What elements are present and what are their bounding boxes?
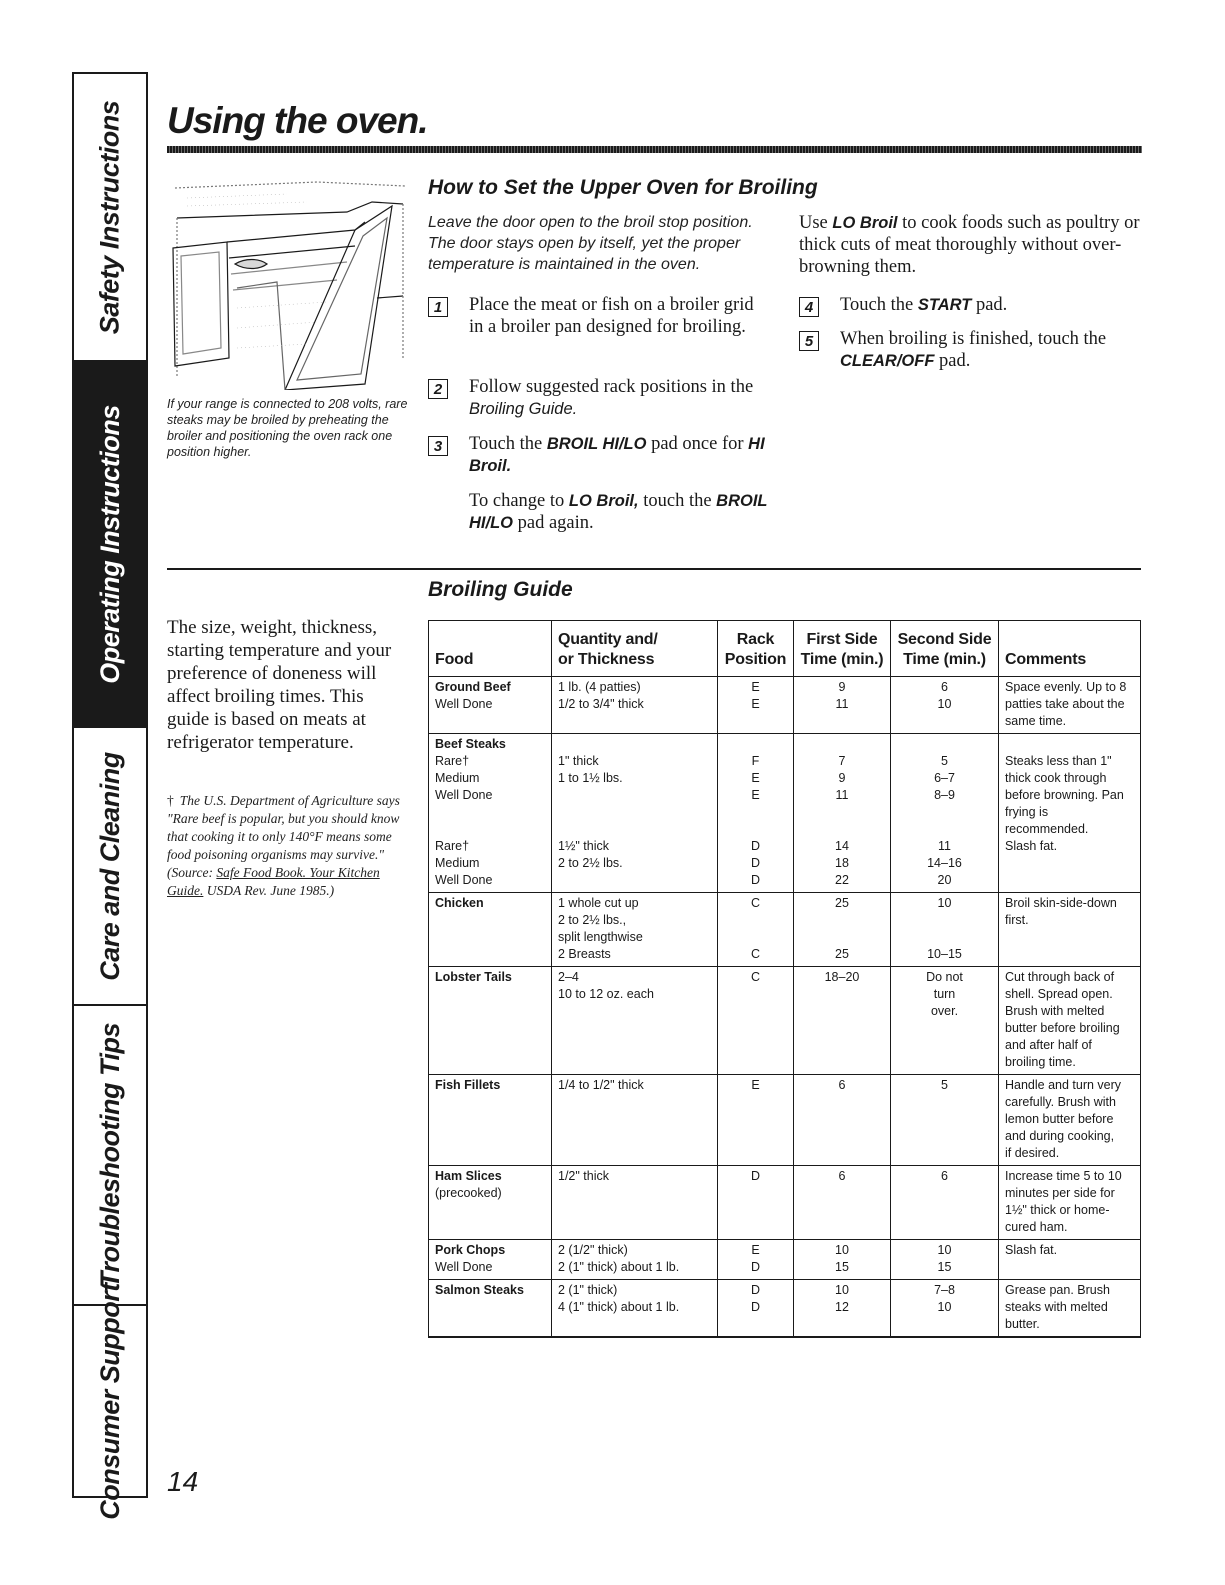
- cell-line: E: [751, 680, 760, 694]
- cell-line: Cut through back of: [1005, 970, 1115, 984]
- table-row: [429, 967, 1141, 1075]
- cell-line: shell. Spread open.: [1005, 987, 1113, 1001]
- cell-line: 2 (1" thick) about 1 lb.: [558, 1260, 680, 1274]
- cell-quantity: [552, 677, 718, 734]
- cell-line: [558, 787, 711, 804]
- cell-line: minutes per side for: [1005, 1186, 1115, 1200]
- cell-line: first.: [1005, 913, 1029, 927]
- food-name: Pork Chops: [435, 1243, 506, 1257]
- table-row: [429, 1240, 1141, 1280]
- cell-line: [724, 804, 787, 821]
- step-text: [840, 328, 1139, 372]
- cell-line: 25: [835, 947, 849, 961]
- cell-line: E: [751, 1243, 760, 1257]
- cell-rack-position: [718, 677, 794, 734]
- cell-comments: [999, 1240, 1141, 1280]
- door-position-note: Leave the door open to the broil stop position. The door stays open by itself, yet the proper temperature is maintained in the oven.: [428, 214, 753, 273]
- text: Touch the: [469, 434, 543, 454]
- cell-line: butter before broiling: [1005, 1021, 1120, 1035]
- cell-line: E: [751, 788, 760, 802]
- cell-line: 1/2 to 3/4" thick: [558, 697, 644, 711]
- lo-broil-label: LO Broil,: [568, 492, 639, 510]
- page-number: 14: [167, 1466, 199, 1497]
- broiling-guide-ref: Broiling Guide.: [469, 400, 578, 418]
- cell-line: D: [750, 856, 761, 870]
- cell-line: over.: [930, 1004, 959, 1018]
- step-text: [840, 294, 1007, 317]
- cell-line: 18: [835, 856, 849, 870]
- cell-line: 11: [938, 839, 951, 853]
- cell-line: 1½" thick: [558, 839, 609, 853]
- cell-line: [800, 804, 884, 821]
- cell-first-side-time: [794, 1075, 891, 1166]
- cell-line: 15: [937, 1260, 952, 1274]
- cell-second-side-time: [891, 1280, 999, 1338]
- cell-line: D: [750, 839, 761, 853]
- header-label: First Side: [806, 631, 878, 648]
- cell-line: Slash fat.: [1005, 1243, 1058, 1257]
- header-second-side: [891, 621, 999, 677]
- cell-line: Well Done: [435, 873, 493, 887]
- cell-line: 6: [941, 680, 948, 694]
- cell-line: steaks with melted: [1005, 1300, 1108, 1314]
- text: Use: [799, 213, 828, 233]
- cell-first-side-time: [794, 967, 891, 1075]
- cell-line: Rare†: [435, 839, 470, 853]
- cell-food: [429, 1166, 552, 1240]
- cell-line: if desired.: [1005, 1146, 1060, 1160]
- cell-line: 1" thick: [558, 754, 599, 768]
- step-text-prefix: Follow suggested rack positions in the: [469, 377, 754, 397]
- header-label: Rack: [736, 631, 775, 648]
- text: Touch the: [840, 295, 914, 315]
- cell-first-side-time: [794, 893, 891, 967]
- header-comments: [999, 621, 1141, 677]
- tab-care-and-cleaning[interactable]: [74, 728, 146, 1004]
- tab-consumer-support[interactable]: [74, 1282, 146, 1520]
- text: pad once for: [651, 434, 744, 454]
- step-5: [799, 328, 1139, 372]
- cell-line: Medium: [435, 856, 480, 870]
- food-name: Ham Slices: [435, 1169, 502, 1183]
- cell-line: D: [750, 1260, 761, 1274]
- tab-safety-instructions[interactable]: [74, 74, 146, 360]
- cell-line: Slash fat.: [1005, 839, 1058, 853]
- cell-line: broiling time.: [1005, 1055, 1076, 1069]
- cell-line: 1 to 1½ lbs.: [558, 771, 623, 785]
- cell-rack-position: [718, 1166, 794, 1240]
- step-text: Place the meat or fish on a broiler grid in a broiler pan designed for broiling.: [469, 295, 754, 337]
- header-label: Position: [724, 651, 787, 668]
- cell-line: 8–9: [934, 788, 955, 802]
- cell-line: cured ham.: [1005, 1220, 1068, 1234]
- clear-off-pad-label: CLEAR/OFF: [840, 352, 935, 370]
- cell-line: 6–7: [934, 771, 955, 785]
- section-divider: [167, 568, 1141, 570]
- oven-door-illustration: [167, 178, 407, 390]
- step-3: [428, 433, 773, 477]
- cell-second-side-time: [891, 1240, 999, 1280]
- cell-line: [558, 736, 711, 753]
- cell-rack-position: [718, 734, 794, 893]
- cell-line: 6: [838, 1078, 846, 1092]
- tab-label: Safety Instructions: [94, 100, 125, 334]
- cell-line: [897, 736, 992, 753]
- footnote-tail: USDA Rev. June 1985.): [206, 883, 335, 898]
- cell-line: C: [750, 896, 761, 910]
- cell-line: Steaks less than 1": [1005, 754, 1112, 768]
- cell-line: frying is recommended.: [1005, 805, 1089, 836]
- footnote-source: Safe Food Book. Your Kitchen Guide.: [167, 865, 380, 898]
- cell-line: patties take about the: [1005, 697, 1125, 711]
- cell-line: and during cooking,: [1005, 1129, 1115, 1143]
- cell-line: D: [750, 1300, 761, 1314]
- cell-line: 10–15: [927, 947, 962, 961]
- tab-operating-instructions[interactable]: [74, 360, 146, 728]
- cell-line: Grease pan. Brush: [1005, 1283, 1110, 1297]
- cell-quantity: [552, 1280, 718, 1338]
- table-header-row: [429, 621, 1141, 677]
- cell-line: 7: [838, 754, 846, 768]
- cell-line: 10: [835, 1243, 849, 1257]
- cell-line: 10: [937, 1243, 952, 1257]
- text: pad again.: [517, 513, 594, 533]
- header-label: or Thickness: [558, 651, 655, 668]
- cell-first-side-time: [794, 1166, 891, 1240]
- cell-line: 9: [838, 771, 846, 785]
- step-number: 2: [428, 379, 448, 399]
- cell-line: (precooked): [435, 1186, 502, 1200]
- cell-line: Space evenly. Up to 8: [1005, 680, 1127, 694]
- cell-line: turn: [933, 987, 956, 1001]
- tab-troubleshooting-tips[interactable]: [74, 1006, 146, 1304]
- cell-line: same time.: [1005, 714, 1067, 728]
- cell-line: split lengthwise: [558, 930, 643, 944]
- cell-line: [435, 821, 545, 838]
- cell-line: F: [751, 754, 760, 768]
- cell-line: [558, 821, 711, 838]
- text: pad.: [939, 351, 971, 371]
- cell-line: 1/2" thick: [558, 1169, 609, 1183]
- lo-broil-description: [799, 212, 1144, 278]
- tab-label: Troubleshooting Tips: [94, 1022, 125, 1288]
- cell-comments: [999, 1166, 1141, 1240]
- header-label: Food: [435, 651, 474, 668]
- cell-line: 5: [941, 1078, 948, 1092]
- cell-line: 25: [835, 896, 849, 910]
- cell-line: [800, 736, 884, 753]
- step-number: 3: [428, 436, 448, 456]
- cell-line: 5: [941, 754, 948, 768]
- usda-footnote: [167, 792, 412, 900]
- section-heading-broiling: How to Set the Upper Oven for Broiling: [428, 176, 818, 199]
- cell-line: 10 to 12 oz. each: [558, 987, 654, 1001]
- cell-line: [800, 912, 884, 929]
- cell-second-side-time: [891, 967, 999, 1075]
- cell-line: 2 (1/2" thick): [558, 1243, 628, 1257]
- cell-line: Broil skin-side-down: [1005, 896, 1117, 910]
- step-number: 1: [428, 297, 448, 317]
- cell-line: Rare†: [435, 754, 470, 768]
- text: When broiling is finished, touch the: [840, 329, 1107, 349]
- cell-line: carefully. Brush with: [1005, 1095, 1116, 1109]
- cell-line: 7–8: [934, 1283, 955, 1297]
- cell-food: [429, 893, 552, 967]
- cell-quantity: [552, 967, 718, 1075]
- cell-quantity: [552, 734, 718, 893]
- cell-line: 9: [838, 680, 846, 694]
- cell-line: 18–20: [824, 970, 860, 984]
- step-text: [469, 433, 773, 477]
- text: touch the: [643, 491, 712, 511]
- header-label: Time (min.): [903, 651, 986, 668]
- cell-line: Well Done: [435, 1260, 493, 1274]
- cell-line: 11: [835, 788, 849, 802]
- cell-line: Handle and turn very: [1005, 1078, 1122, 1092]
- cell-line: [724, 929, 787, 946]
- cell-line: D: [750, 1169, 761, 1183]
- cell-quantity: [552, 1075, 718, 1166]
- cell-line: 2–4: [558, 970, 579, 984]
- table-row: [429, 893, 1141, 967]
- header-label: Time (min.): [800, 651, 884, 668]
- cell-first-side-time: [794, 677, 891, 734]
- cell-line: 12: [835, 1300, 849, 1314]
- cell-quantity: [552, 893, 718, 967]
- text: to cook foods such as poultry or thick cuts of meat thoroughly without over-browning them.: [799, 213, 1140, 277]
- cell-line: [800, 929, 884, 946]
- cell-second-side-time: [891, 734, 999, 893]
- food-name: Beef Steaks: [435, 737, 506, 751]
- table-body: [429, 677, 1141, 1338]
- tab-label: Consumer Support: [94, 1282, 125, 1520]
- cell-line: E: [751, 697, 760, 711]
- cell-line: E: [751, 1078, 760, 1092]
- cell-food: [429, 1280, 552, 1338]
- cell-line: 4 (1" thick) about 1 lb.: [558, 1300, 680, 1314]
- cell-second-side-time: [891, 893, 999, 967]
- cell-food: [429, 1075, 552, 1166]
- cell-second-side-time: [891, 1166, 999, 1240]
- cell-line: 2 (1" thick): [558, 1283, 618, 1297]
- cell-line: lemon butter before: [1005, 1112, 1114, 1126]
- cell-line: Increase time 5 to 10: [1005, 1169, 1122, 1183]
- cell-line: [1005, 736, 1134, 753]
- tab-label: Operating Instructions: [94, 404, 125, 684]
- cell-line: 14: [835, 839, 849, 853]
- header-label: Second Side: [897, 631, 992, 648]
- cell-line: 11: [835, 697, 849, 711]
- cell-line: Medium: [435, 771, 480, 785]
- cell-line: 2 to 2½ lbs.: [558, 856, 623, 870]
- cell-line: Well Done: [435, 788, 493, 802]
- illustration-caption: If your range is connected to 208 volts, rare steaks may be broiled by preheating the broiler and positioning the oven rack one position higher.: [167, 397, 408, 459]
- cell-comments: [999, 734, 1141, 893]
- cell-line: 22: [835, 873, 849, 887]
- cell-line: 15: [835, 1260, 849, 1274]
- cell-comments: [999, 967, 1141, 1075]
- cell-second-side-time: [891, 1075, 999, 1166]
- food-name: Ground Beef: [435, 680, 511, 694]
- cell-line: [897, 912, 992, 929]
- cell-line: before browning. Pan: [1005, 788, 1124, 802]
- section-heading-broiling-guide: Broiling Guide: [428, 578, 573, 601]
- text: To change to: [469, 491, 565, 511]
- table-row: [429, 1166, 1141, 1240]
- table-row: [429, 1280, 1141, 1338]
- food-name: Chicken: [435, 896, 484, 910]
- food-name: Lobster Tails: [435, 970, 512, 984]
- header-first-side: [794, 621, 891, 677]
- cell-line: [558, 804, 711, 821]
- cell-rack-position: [718, 893, 794, 967]
- cell-first-side-time: [794, 1240, 891, 1280]
- cell-line: 1/4 to 1/2" thick: [558, 1078, 644, 1092]
- cell-line: D: [750, 1283, 761, 1297]
- table-row: [429, 677, 1141, 734]
- header-label: Quantity and/: [558, 631, 658, 648]
- step-text: [469, 376, 768, 420]
- header-quantity: [552, 621, 718, 677]
- cell-line: [724, 821, 787, 838]
- food-name: Salmon Steaks: [435, 1283, 524, 1297]
- cell-line: butter.: [1005, 1317, 1040, 1331]
- cell-line: [897, 929, 992, 946]
- hi-broil-label: HI Broil.: [469, 435, 765, 475]
- cell-line: 10: [835, 1283, 849, 1297]
- lo-broil-label: LO Broil: [832, 214, 898, 232]
- cell-line: 10: [937, 896, 952, 910]
- text: pad.: [975, 295, 1008, 315]
- table-row: [429, 1075, 1141, 1166]
- step-number: 4: [799, 297, 819, 317]
- page-title: Using the oven.: [167, 100, 428, 141]
- cell-comments: [999, 1280, 1141, 1338]
- broiling-guide-table: [428, 620, 1141, 1338]
- section-tabs: [72, 72, 148, 1520]
- cell-line: [897, 821, 992, 838]
- header-food: [429, 621, 552, 677]
- cell-comments: [999, 677, 1141, 734]
- cell-line: Do not: [926, 970, 963, 984]
- dagger-mark: †: [167, 793, 174, 808]
- step-number: 5: [799, 331, 819, 351]
- cell-line: 1½" thick or home-: [1005, 1203, 1110, 1217]
- start-pad-label: START: [917, 296, 972, 314]
- cell-line: [897, 804, 992, 821]
- cell-comments: [999, 893, 1141, 967]
- cell-first-side-time: [794, 734, 891, 893]
- cell-line: 2 Breasts: [558, 947, 611, 961]
- cell-line: 10: [937, 1300, 952, 1314]
- cell-line: 6: [838, 1169, 846, 1183]
- change-mode-text: [469, 490, 779, 534]
- broil-hilo-pad-label: BROIL HI/LO: [546, 435, 647, 453]
- broiling-guide-intro: The size, weight, thickness, starting temperature and your preference of doneness will affect broiling times. This guide is based on meats at refrigerator temperature.: [167, 617, 392, 753]
- cell-line: thick cook through: [1005, 771, 1107, 785]
- cell-food: [429, 1240, 552, 1280]
- cell-line: [724, 912, 787, 929]
- cell-line: [724, 736, 787, 753]
- cell-rack-position: [718, 1280, 794, 1338]
- broil-hilo-pad-label: BROIL HI/LO: [469, 492, 768, 532]
- cell-rack-position: [718, 1240, 794, 1280]
- cell-line: C: [750, 970, 761, 984]
- cell-rack-position: [718, 967, 794, 1075]
- cell-line: 1 lb. (4 patties): [558, 680, 641, 694]
- cell-quantity: [552, 1240, 718, 1280]
- cell-first-side-time: [794, 1280, 891, 1338]
- food-name: Fish Fillets: [435, 1078, 501, 1092]
- cell-line: E: [751, 771, 760, 785]
- cell-line: 14–16: [927, 856, 962, 870]
- cell-line: 6: [941, 1169, 948, 1183]
- cell-line: and after half of: [1005, 1038, 1092, 1052]
- cell-line: D: [750, 873, 761, 887]
- cell-line: Brush with melted: [1005, 1004, 1105, 1018]
- cell-line: 10: [937, 697, 952, 711]
- cell-line: [435, 804, 545, 821]
- cell-rack-position: [718, 1075, 794, 1166]
- cell-comments: [999, 1075, 1141, 1166]
- cell-quantity: [552, 1166, 718, 1240]
- header-rack-position: [718, 621, 794, 677]
- cell-line: 20: [937, 873, 952, 887]
- header-label: Comments: [1005, 651, 1087, 668]
- step-4: [799, 294, 1139, 317]
- title-rule: [167, 146, 1142, 153]
- table-row: [429, 734, 1141, 893]
- step-2: [428, 376, 768, 420]
- step-1: [428, 294, 768, 338]
- cell-food: [429, 734, 552, 893]
- cell-line: 1 whole cut up: [558, 896, 639, 910]
- cell-food: [429, 967, 552, 1075]
- cell-line: C: [750, 947, 761, 961]
- footnote-text: The U.S. Department of Agriculture says "Rare beef is popular, but you should know that cooking it to only 140°F means some food poisoning organisms may survive." (Source:: [167, 793, 400, 880]
- tab-label: Care and Cleaning: [94, 751, 125, 981]
- cell-line: Well Done: [435, 697, 493, 711]
- cell-line: 2 to 2½ lbs.,: [558, 913, 627, 927]
- cell-second-side-time: [891, 677, 999, 734]
- cell-line: [800, 821, 884, 838]
- cell-food: [429, 677, 552, 734]
